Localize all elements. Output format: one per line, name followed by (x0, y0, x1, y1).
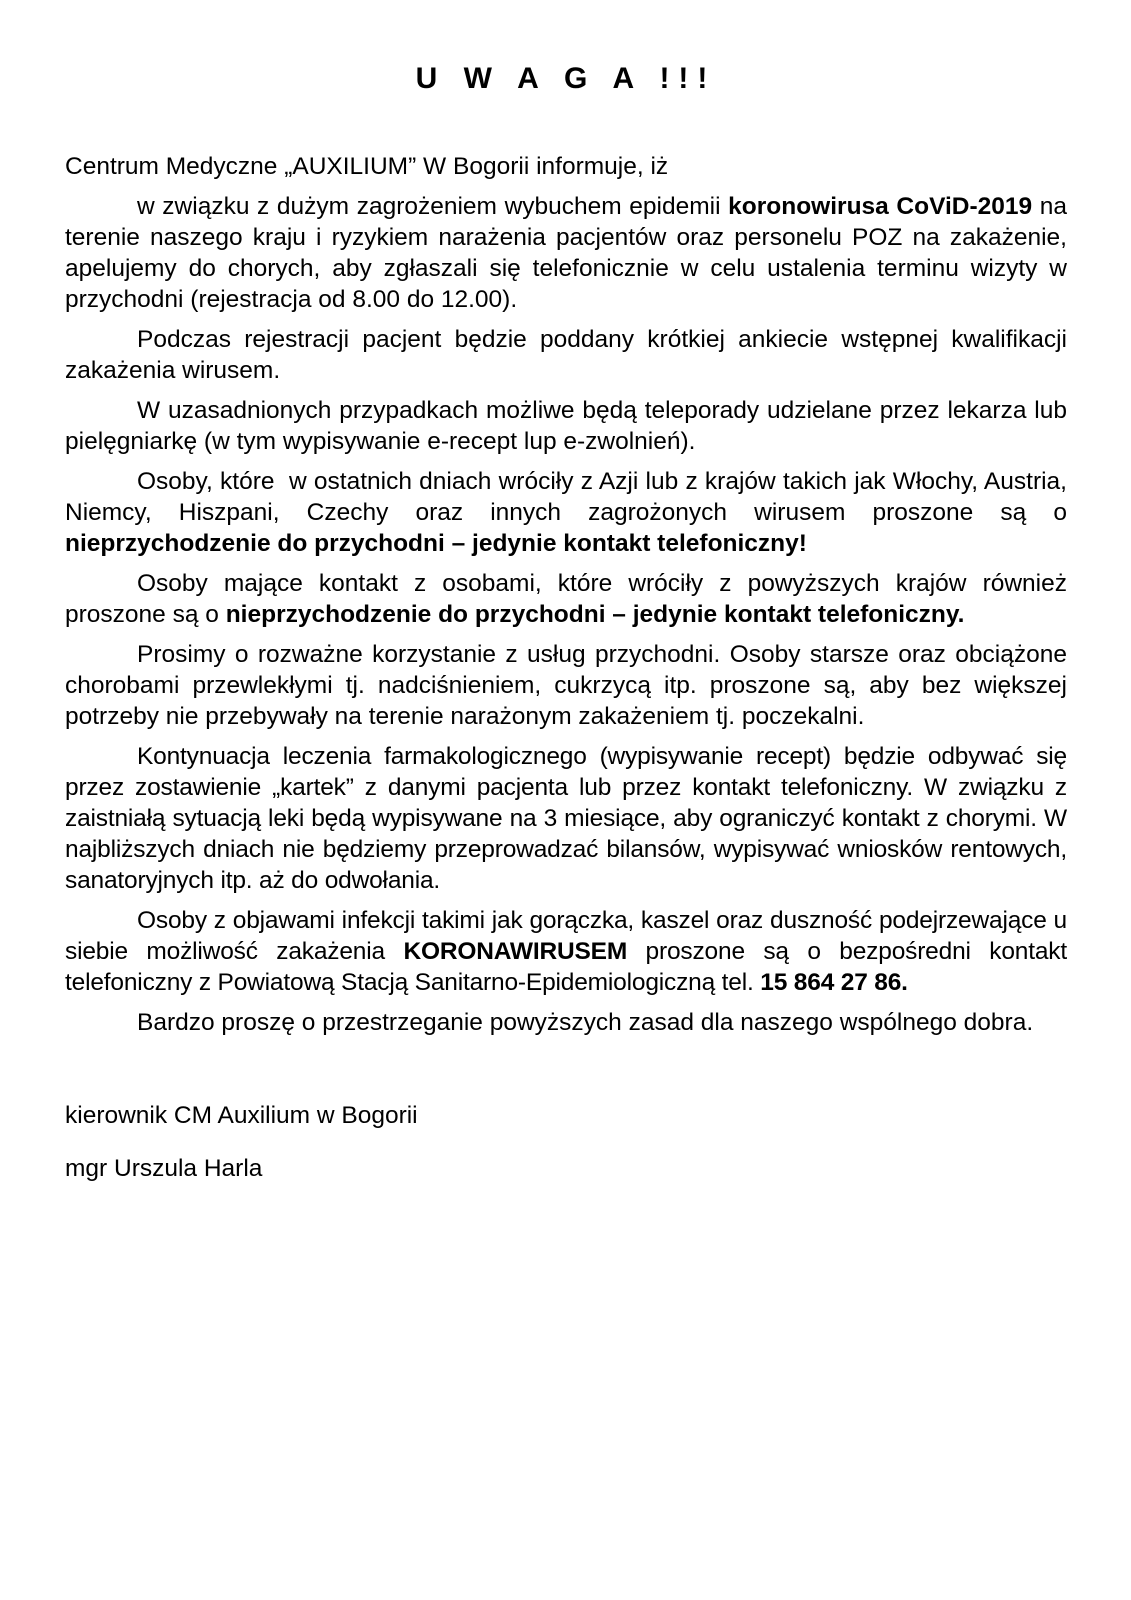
body-text: Osoby mające kontakt z osobami, które wróciły z powyższych krajów również proszone są o (65, 570, 1074, 628)
p3-teleporady (65, 386, 1074, 457)
body-text: Prosimy o rozważne korzystanie z usług przychodni. Osoby starsze oraz obciążone chorobami przewlekłymi tj. nadciśnieniem, cukrzycą itp. proszone są, aby bez większej potrzeby nie przebywały na terenie narażonym zakażeniem tj. poczekalni. (65, 641, 1074, 730)
page-title: U W A G A !!! (415, 62, 717, 95)
intro-line: Centrum Medyczne „AUXILIUM” W Bogorii informuje, iż (65, 153, 669, 180)
p5-kontakt-z-powracajacymi (65, 559, 1074, 630)
p7-kontynuacja-leczenia (65, 732, 1074, 896)
emphasis-text: nieprzychodzenie do przychodni – jedynie kontakt telefoniczny. (225, 601, 965, 628)
body-text: na terenie naszego kraju i ryzykiem narażenia pacjentów oraz personelu POZ na zakażenie, apelujemy do chorych, aby zgłaszali się telefonicznie w celu ustalenia terminu wizyty w przychodni (rejestracja od 8.00 do 12.00). (65, 193, 1074, 313)
paragraph-list (65, 182, 1074, 1038)
body-text: W uzasadnionych przypadkach możliwe będą teleporady udzielane przez lekarza lub pielęgniarkę (w tym wypisywanie e-recept lup e-zwolnień). (65, 397, 1074, 455)
p2-ankieta (65, 315, 1074, 386)
body-text: w związku z dużym zagrożeniem wybuchem epidemii (137, 193, 729, 220)
emphasis-text: koronowirusa CoViD-2019 (728, 193, 1033, 220)
signature-block (65, 1038, 1067, 1184)
body-text: Bardzo proszę o przestrzeganie powyższych zasad dla naszego wspólnego dobra. (137, 1009, 1034, 1036)
emphasis-text: KORONAWIRUSEM (403, 938, 628, 965)
body-text: Podczas rejestracji pacjent będzie poddany krótkiej ankiecie wstępnej kwalifikacji zakażenia wirusem. (65, 326, 1074, 384)
body-text: proszone są o bezpośredni kontakt telefoniczny z Powiatową Stacją Sanitarno-Epidemiologiczną tel. (65, 938, 1074, 996)
p4-powroty-z-zagranicy (65, 457, 1074, 559)
p6-osoby-starsze (65, 630, 1074, 732)
signature-role: kierownik CM Auxilium w Bogorii (65, 1102, 418, 1129)
p8-objawy-infekcji (65, 896, 1074, 998)
body-text: Osoby z objawami infekcji takimi jak gorączka, kaszel oraz duszność podejrzewające u siebie możliwość zakażenia (65, 907, 1074, 965)
document-content (65, 0, 1074, 1184)
p1-epidemia (65, 182, 1074, 315)
emphasis-text: 15 864 27 86. (760, 969, 908, 996)
body-text: Osoby, które w ostatnich dniach wróciły z Azji lub z krajów takich jak Włochy, Austria, Niemcy, Hiszpani, Czechy oraz innych zagrożonych wirusem proszone są o (65, 468, 1074, 526)
signature-name: mgr Urszula Harla (65, 1155, 263, 1182)
p9-prosba-koncowa (65, 998, 1067, 1038)
body-text: Kontynuacja leczenia farmakologicznego (wypisywanie recept) będzie odbywać się przez zostawienie „kartek” z danymi pacjenta lub przez kontakt telefoniczny. W związku z zaistniałą sytuacją leki będą wypisywane na 3 miesiące, aby ograniczyć kontakt z chorymi. W najbliższych dniach nie będziemy przeprowadzać bilansów, wypisywać wniosków rentowych, sanatoryjnych itp. aż do odwołania. (65, 743, 1074, 894)
emphasis-text: nieprzychodzenie do przychodni – jedynie kontakt telefoniczny! (65, 530, 807, 557)
